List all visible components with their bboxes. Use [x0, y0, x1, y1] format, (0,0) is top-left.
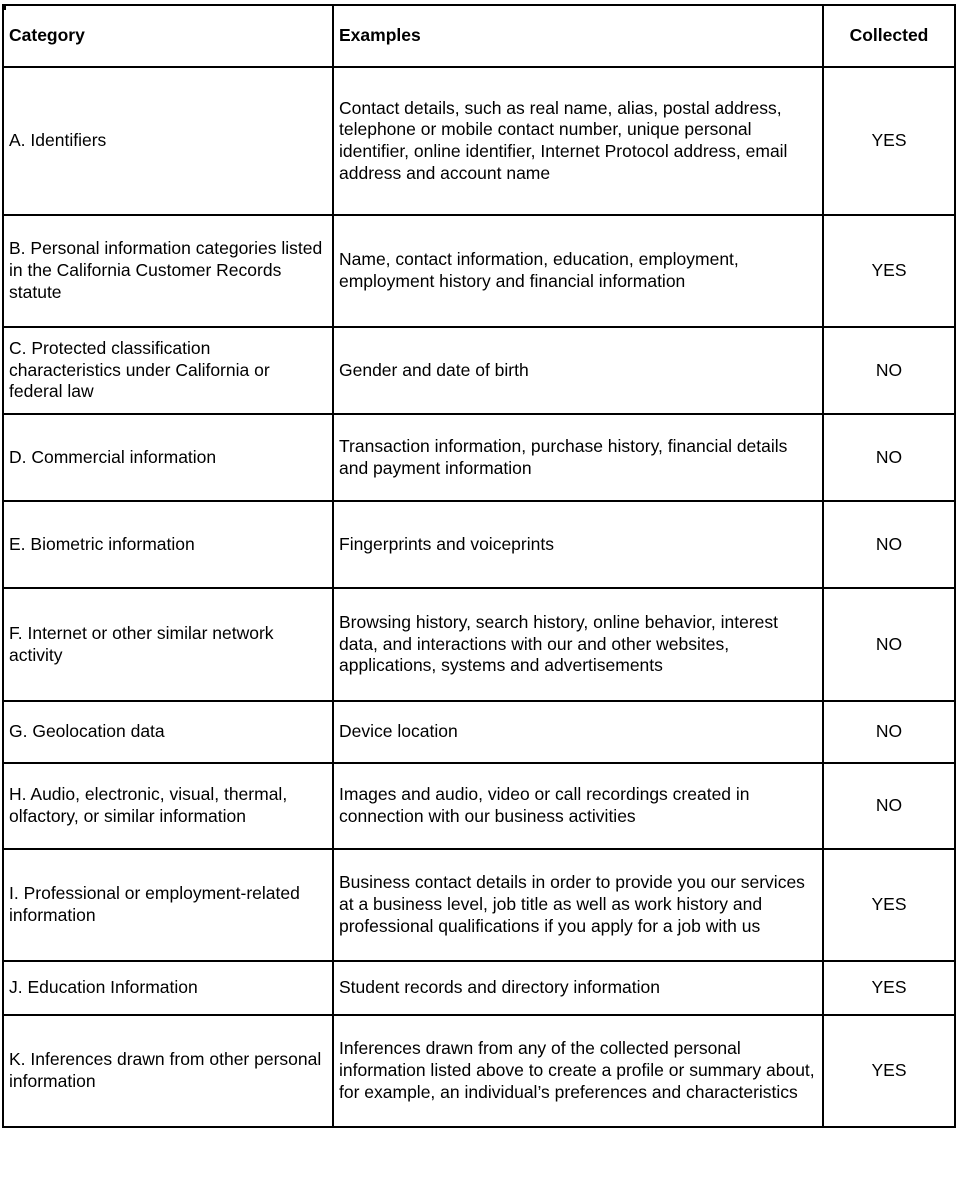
cell-collected: YES: [823, 215, 955, 327]
cell-category: K. Inferences drawn from other personal information: [3, 1015, 333, 1127]
table-header: [3, 5, 955, 67]
table-row: [3, 701, 955, 763]
cell-examples: Inferences drawn from any of the collected personal information listed above to create a profile or summary about, for example, an individual’s preferences and characteristics: [333, 1015, 823, 1127]
cell-collected: NO: [823, 588, 955, 701]
page-top-rule: [2, 4, 6, 10]
table-row: [3, 215, 955, 327]
cell-examples: Device location: [333, 701, 823, 763]
cell-examples: Student records and directory information: [333, 961, 823, 1015]
cell-collected: YES: [823, 961, 955, 1015]
cell-category: J. Education Information: [3, 961, 333, 1015]
table-row: [3, 501, 955, 588]
column-header-examples: Examples: [333, 5, 823, 67]
cell-collected: YES: [823, 1015, 955, 1127]
column-header-category: Category: [3, 5, 333, 67]
cell-category: G. Geolocation data: [3, 701, 333, 763]
cell-collected: NO: [823, 701, 955, 763]
table-row: [3, 327, 955, 414]
cell-examples: Images and audio, video or call recordings created in connection with our business activities: [333, 763, 823, 849]
cell-category: H. Audio, electronic, visual, thermal, olfactory, or similar information: [3, 763, 333, 849]
cell-collected: NO: [823, 501, 955, 588]
cell-category: D. Commercial information: [3, 414, 333, 501]
table-row: [3, 588, 955, 701]
cell-category: E. Biometric information: [3, 501, 333, 588]
table-header-row: [3, 5, 955, 67]
personal-information-categories-table: [2, 4, 956, 1128]
document-page: [0, 4, 956, 1204]
table-row: [3, 763, 955, 849]
cell-collected: NO: [823, 414, 955, 501]
cell-collected: NO: [823, 763, 955, 849]
cell-examples: Fingerprints and voiceprints: [333, 501, 823, 588]
cell-category: C. Protected classification characteristics under California or federal law: [3, 327, 333, 414]
table-body: [3, 67, 955, 1127]
table-row: [3, 961, 955, 1015]
table-row: [3, 414, 955, 501]
table-row: [3, 849, 955, 961]
cell-examples: Name, contact information, education, employment, employment history and financial information: [333, 215, 823, 327]
cell-collected: YES: [823, 67, 955, 215]
cell-examples: Browsing history, search history, online behavior, interest data, and interactions with our and other websites, applications, systems and advertisements: [333, 588, 823, 701]
cell-examples: Contact details, such as real name, alias, postal address, telephone or mobile contact number, unique personal identifier, online identifier, Internet Protocol address, email address and account name: [333, 67, 823, 215]
cell-examples: Gender and date of birth: [333, 327, 823, 414]
table-row: [3, 67, 955, 215]
cell-collected: NO: [823, 327, 955, 414]
cell-examples: Business contact details in order to provide you our services at a business level, job title as well as work history and professional qualifications if you apply for a job with us: [333, 849, 823, 961]
cell-category: I. Professional or employment-related information: [3, 849, 333, 961]
cell-category: B. Personal information categories listed in the California Customer Records statute: [3, 215, 333, 327]
cell-category: F. Internet or other similar network activity: [3, 588, 333, 701]
cell-category: A. Identifiers: [3, 67, 333, 215]
cell-examples: Transaction information, purchase history, financial details and payment information: [333, 414, 823, 501]
cell-collected: YES: [823, 849, 955, 961]
table-row: [3, 1015, 955, 1127]
column-header-collected: Collected: [823, 5, 955, 67]
